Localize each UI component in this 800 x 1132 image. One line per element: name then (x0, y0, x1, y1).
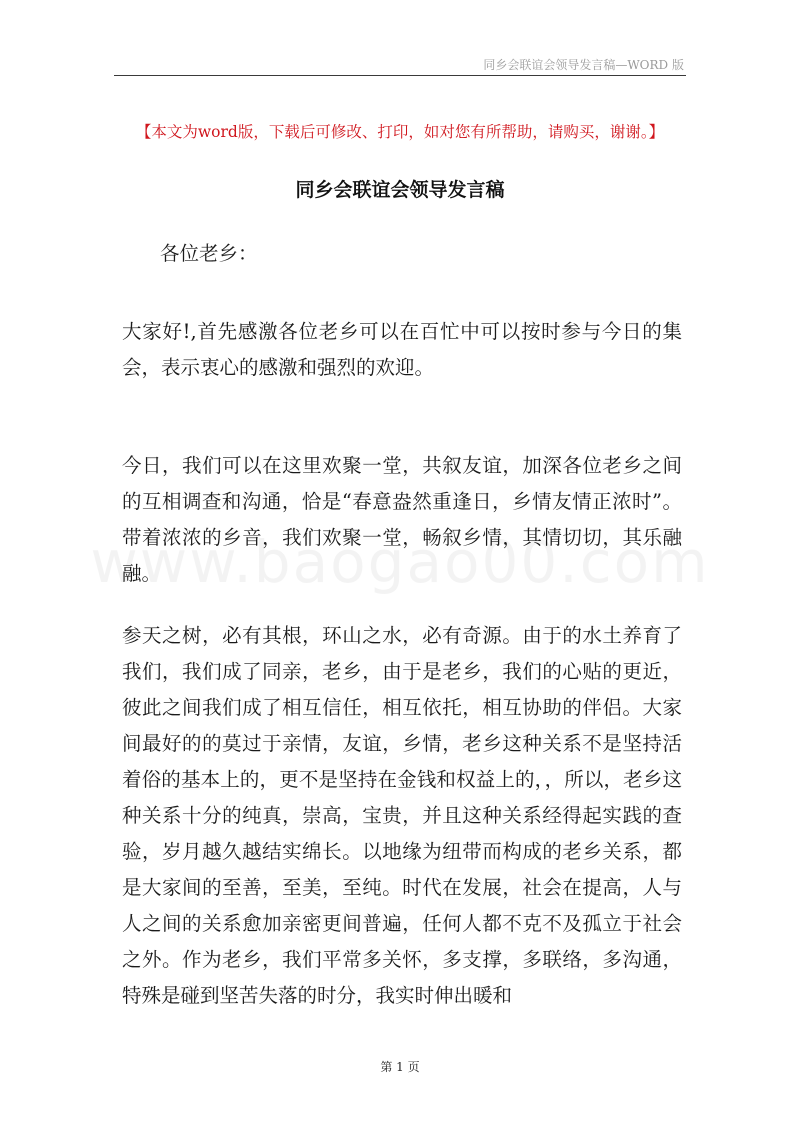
purchase-notice: 【本文为word版，下载后可修改、打印，如对您有所帮助，请购买，谢谢。】 (135, 123, 665, 141)
page-header-title: 同乡会联谊会领导发言稿—WORD 版 (483, 58, 684, 72)
paragraph-3: 参天之树，必有其根，环山之水，必有奇源。由于的水土养育了我们，我们成了同亲，老乡，由于是老乡，我们的心贴的更近，彼此之间我们成了相互信任，相互依托，相互协助的伴侣。大家间最好的的莫过于亲情，友谊，乡情，老乡这种关系不是坚持活着俗的基本上的，更不是坚持在金钱和权益上的，，所以，老乡这种关系十分的纯真，崇高，宝贵，并且这种关系经得起实践的查验，岁月越久越结实绵长。以地缘为纽带而构成的老乡关系，都是大家间的至善，至美，至纯。时代在发展，社会在提高，人与人之间的关系愈加亲密更间普遍，任何人都不克不及孤立于社会之外。作为老乡，我们平常多关怀，多支撑，多联络，多沟通，特殊是碰到坚苦失落的时分，我实时伸出暖和 (122, 624, 682, 1007)
document-title: 同乡会联谊会领导发言稿 (295, 179, 505, 201)
paragraph-1: 大家好!,首先感激各位老乡可以在百忙中可以按时参与今日的集会，表示衷心的感激和强烈的欢迎。 (122, 320, 682, 379)
page-number: 第 1 页 (380, 1060, 420, 1074)
salutation: 各位老乡： (160, 242, 258, 265)
paragraph-2: 今日，我们可以在这里欢聚一堂，共叙友谊，加深各位老乡之间的互相调查和沟通，恰是“春意盎然重逢日，乡情友情正浓时”。带着浓浓的乡音，我们欢聚一堂，畅叙乡情，其情切切，其乐融融。 (122, 454, 682, 585)
header-divider (114, 75, 686, 76)
